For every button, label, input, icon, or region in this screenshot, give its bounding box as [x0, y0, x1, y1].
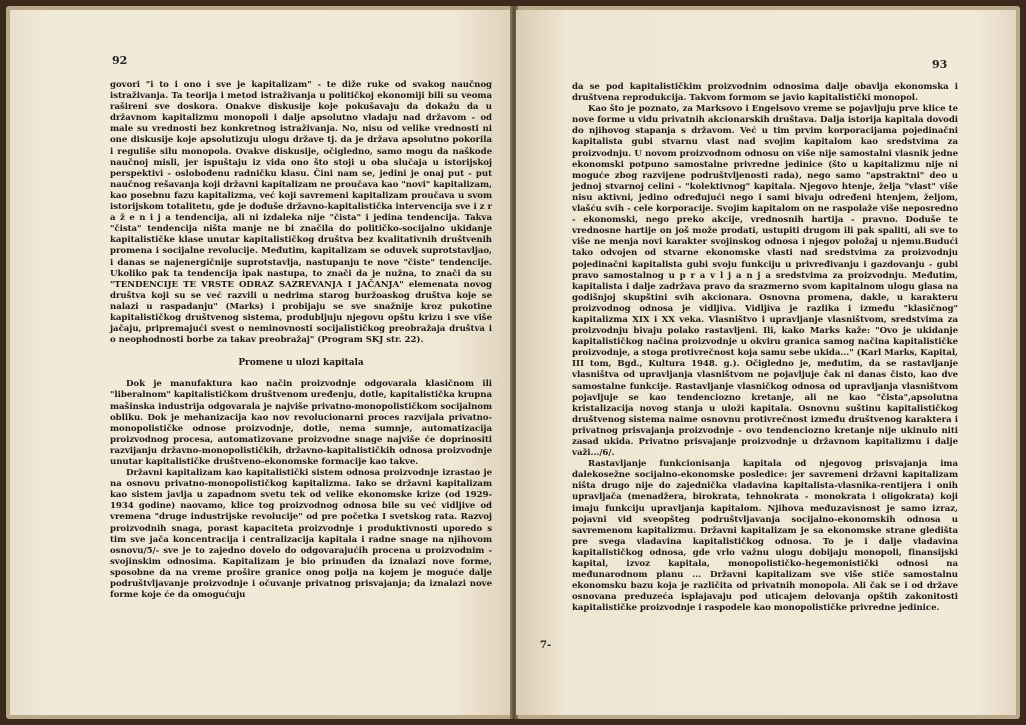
left-page [10, 10, 512, 715]
paragraph: Dok je manufaktura kao način proizvodnje odgovarala klasičnom ili "liberalnom" kapitalističkom društvenom uređenju, dotle, kapitalistička krupna mašinska industrija odgovarala je najviše privatno-monopolističkom socijalnom obliku. Dok je mehanizacija kao nov revolucionarni proces razvijala privatno-monopolističke odnose proizvodnje, dotle, nema sumnje, automatizacija proizvodnog procesa, automatizovane proizvodne snage najviše će doprinositi razvijanju državno-monopolističkih, državno-kapitalističkih odnosa proizvodnje unutar kapitalističke društveno-ekonomske formacije kao takve. [110, 379, 492, 467]
section-heading: Promene u ulozi kapitala [238, 358, 364, 369]
paragraph: govori "i to i ono i sve je kapitalizam" - te diže ruke od svakog naučnog istraživanja. Ta teorija i metod istraživanja u političkoj ekonomiji bili su veoma rašireni sve doskora. Onakve diskusije koje pokušavaju da dokažu da u državnom kapitalizmu monopoli i dalje apsolutno vladaju nad državom - od male su vrednosti bez konkretnog istraživanja. No, nisu od velike vrednosti ni one diskusije koje apsolutizuju ulogu države tj. da je država apsolutno pokorila i reguliše silu monopola. Ovakve diskusije, očigledno, samo mogu da naškode naučnoj misli, jer ispuštaju iz vida ono što stoji u oba slučaja u istorijskoj perspektivi - oslobođenu radničku klasu. Čini nam se, jedini je onaj put - put naučnog rešavanja koji državni kapitalizam ne proučava kao "novi" kapitalizam, kao posebnu fazu kapitalizma, već koji savremeni kapitalizam proučava u svom istorijskom totalitetu, gde je dođuše državno-kapitalistička intervencija sve i z r a ž e n i j a tendencija, ali ni izdaleka nije "čista" i jedina tendencija. Takva "čista" tendencija ništa manje ne bi značila do političko-socijalno ukidanje kapitalističke klase unutar kapitalističkog društva bez kvalitativnih društvenih promena i socijalne revolucije. Međutim, kapitalizam se oduvek suprotstavljao, i danas se najenergičnije suprotstavlja, nastupanju te nove "čiste" tendencije. Ukoliko pak ta tendencija ipak nastupa, to znači da je nužna, to znači da su "TENDENCIJE TE VRSTE ODRAZ SAZREVANJA I JAČANJA" elemenata novog društva koji su se već razvili u nedrima starog buržoaskog društva koje se nalazi u raspadanju" (Marks) i probijaju se sve snažnije kroz pukotine kapitalističkog društvenog sistema, produbljuju njegovu opštu krizu i sve više jačaju, pripremajući svest o neminovnosti socijalističkog preobražaja društva i o neophodnosti borbe za takav preobražaj" (Program SKJ str. 22). [110, 80, 492, 346]
margin-mark: 7- [540, 640, 552, 651]
page-number-left: 92 [112, 54, 128, 67]
left-page-text [110, 80, 492, 601]
right-page [516, 10, 1016, 715]
paragraph: da se pod kapitalističkim proizvodnim odnosima dalje obavlja ekonomska i društvena reprodukcija. Takvom formom se javio kapitalistički monopol. [572, 82, 958, 104]
paragraph: Rastavljanje funkcionisanja kapitala od njegovog prisvajanja ima dalekosežne socijalno-ekonomske posledice: jer savremeni državni kapitalizam ništa drugo nije do zajednička vladavina kapitalista-vlasnika-rentijera i onih upravljača (menadžera, birokrata, tehnokrata - monokrata i oligokrata) koji imaju funkciju upravljanja kapitalom. Njihova međuzavisnost je samo izraz, pojavni vid sveopšteg podruštvljavanja socijalno-ekonomskih odnosa u savremenom kapitalizmu. Državni kapitalizam je sa ekonomske strane gledišta pre svega vladavina kapitalističkog odnosa. To je i dalje vladavina kapitalističkog odnosa, gde vrlo važnu ulogu dobijaju monopoli, finansijski kapital, izvoz kapitala, monopolističko-hegemonistički odnosi na međunarodnom planu ... Državni kapitalizam sve više stiče samostalnu ekonomsku bazu koja je različita od privatnih monopola. Ali čak se i od države osnovana preduzeća isplajavaju pod uticajem delovanja opštih zakonitosti kapitalističke proizvodnje i raspodele kao monopolističke privredne jedinice. [572, 459, 958, 614]
right-page-text [572, 82, 958, 615]
open-book [6, 6, 1020, 719]
paragraph: Državni kapitalizam kao kapitalistički sistem odnosa proizvodnje izrastao je na osnovu privatno-monopolističkog kapitalizma. Iako se državni kapitalizam kao sistem javlja u zapadnom svetu tek od velike ekonomske krize (od 1929-1934 godine) naovamo, klice tog proizvodnog odnosa bile su već vidljive od vremena "druge industrijske revolucije" od pre početka I svetskog rata. Razvoj proizvodnih snaga, porast kapaciteta proizvodnje i produktivnosti uporedo s tim sve jača koncentracija i centralizacija kapitala i radne snage na njihovom osnovu/5/- sve je to zajedno dovelo do odgovarajućih procena u proizvodnim - svojinskim odnosima. Kapitalizam je bio prinuđen da iznalazi nove forme, sposobne da na vreme proširе granice onog polja na kojem je moguće dalje podruštvljavanje proizvodnje i očuvanje privatnog prisvajanja; da iznalazi nove forme koje će da omogućuju [110, 468, 492, 601]
page-number-right: 93 [932, 58, 948, 71]
paragraph: Kao što je poznato, za Marksovo i Engelsovo vreme se pojavljuju prve klice te nove forme u vidu privatnih akcionarskih društava. Dalja istorija kapitala dovodi do njihovog stapanja s državom. Već u tim prvim korporacijama pojedinačni kapitalista gubi stvarnu vlast nad svojim kapitalom kao sredstvima za proizvodnju. U novom proizvodnom odnosu on više nije samostalni vlasnik jedne ekonomski potpuno samostalne privredne jedinice (što u kapitalizmu nije ni moguće zbog razvijene podruštvljenosti rada), nego samo "apstraktni" deo u jednoj stvarnoj celini - "kolektivnog" kapitala. Njegovo htenje, želja "vlast" više nisu aktivni, jedino određujući nego i sami bivaju određeni htenjem, željom, vlašću svih - cele korporacije. Svojim kapitalom on ne raspolaže više neposredno - ekonomski, nego preko akcije, vrednosnih hartija - pravno. Doduše te vrednosne hartije on još može prodati, ustupiti drugom ili pak spaliti, ali sve to više ne menja novi karakter svojinskog odnosa i njegov položaj u njemu.Budući tako odvojen od stvarne ekonomske vlasti nad sredstvima za proizvodnju pojedinačni kapitalista gubi svoju funkciju u privređivanju i gazdovanju - gubi pravo samostalnog u p r a v l j a n j a sredstvima za proizvodnju. Međutim, kapitalista i dalje zadržava pravo da srazmerno svom kapitalnom ulogu glasa na godišnjoj skupštini svih akcionara. Osnovna promena, dakle, u karakteru proizvodnog odnosa je vidljiva. Vidljiva je razlika i između "klasičnog" kapitalizma XIX i XX veka. Vlasništvo i upravljanje vlasništvom, sredstvima za proizvodnju bivaju polako rastavljeni. Ili, kako Marks kaže: "Ovo je ukidanje kapitalističkog načina proizvodnje u okviru granica samog načina kapitalističke proizvodnje, a stoga protivrečnost koja samu sebe ukida..." (Karl Marks, Kapital, III tom, Bgd., Kultura 1948. g.). Očigledno je, međutim, da se rastavljanje vlasništva od upravljanja vlasništvom ne pojavljuje čak ni danas čisto, kao dve samostalne funkcije. Rastavljanje vlasničkog odnosa od upravljanja vlasništvom pojavljuje se kao tendenciozno kretanje, ali ne kao "čista",apsolutna kristalizacija novog stanja u uloži kapitala. Osnovnu suštinu kapitalističkog društvenog sistema naime osnovnu protivrečnost između društvenog karaktera i privatnog prisvajanja proizvodnje - ovo tendenciozno kretanje nije ukinulo niti zasad ukida. Privatno prisvajanje proizvodnje u državnom kapitalizmu i dalje važi.../6/. [572, 104, 958, 459]
